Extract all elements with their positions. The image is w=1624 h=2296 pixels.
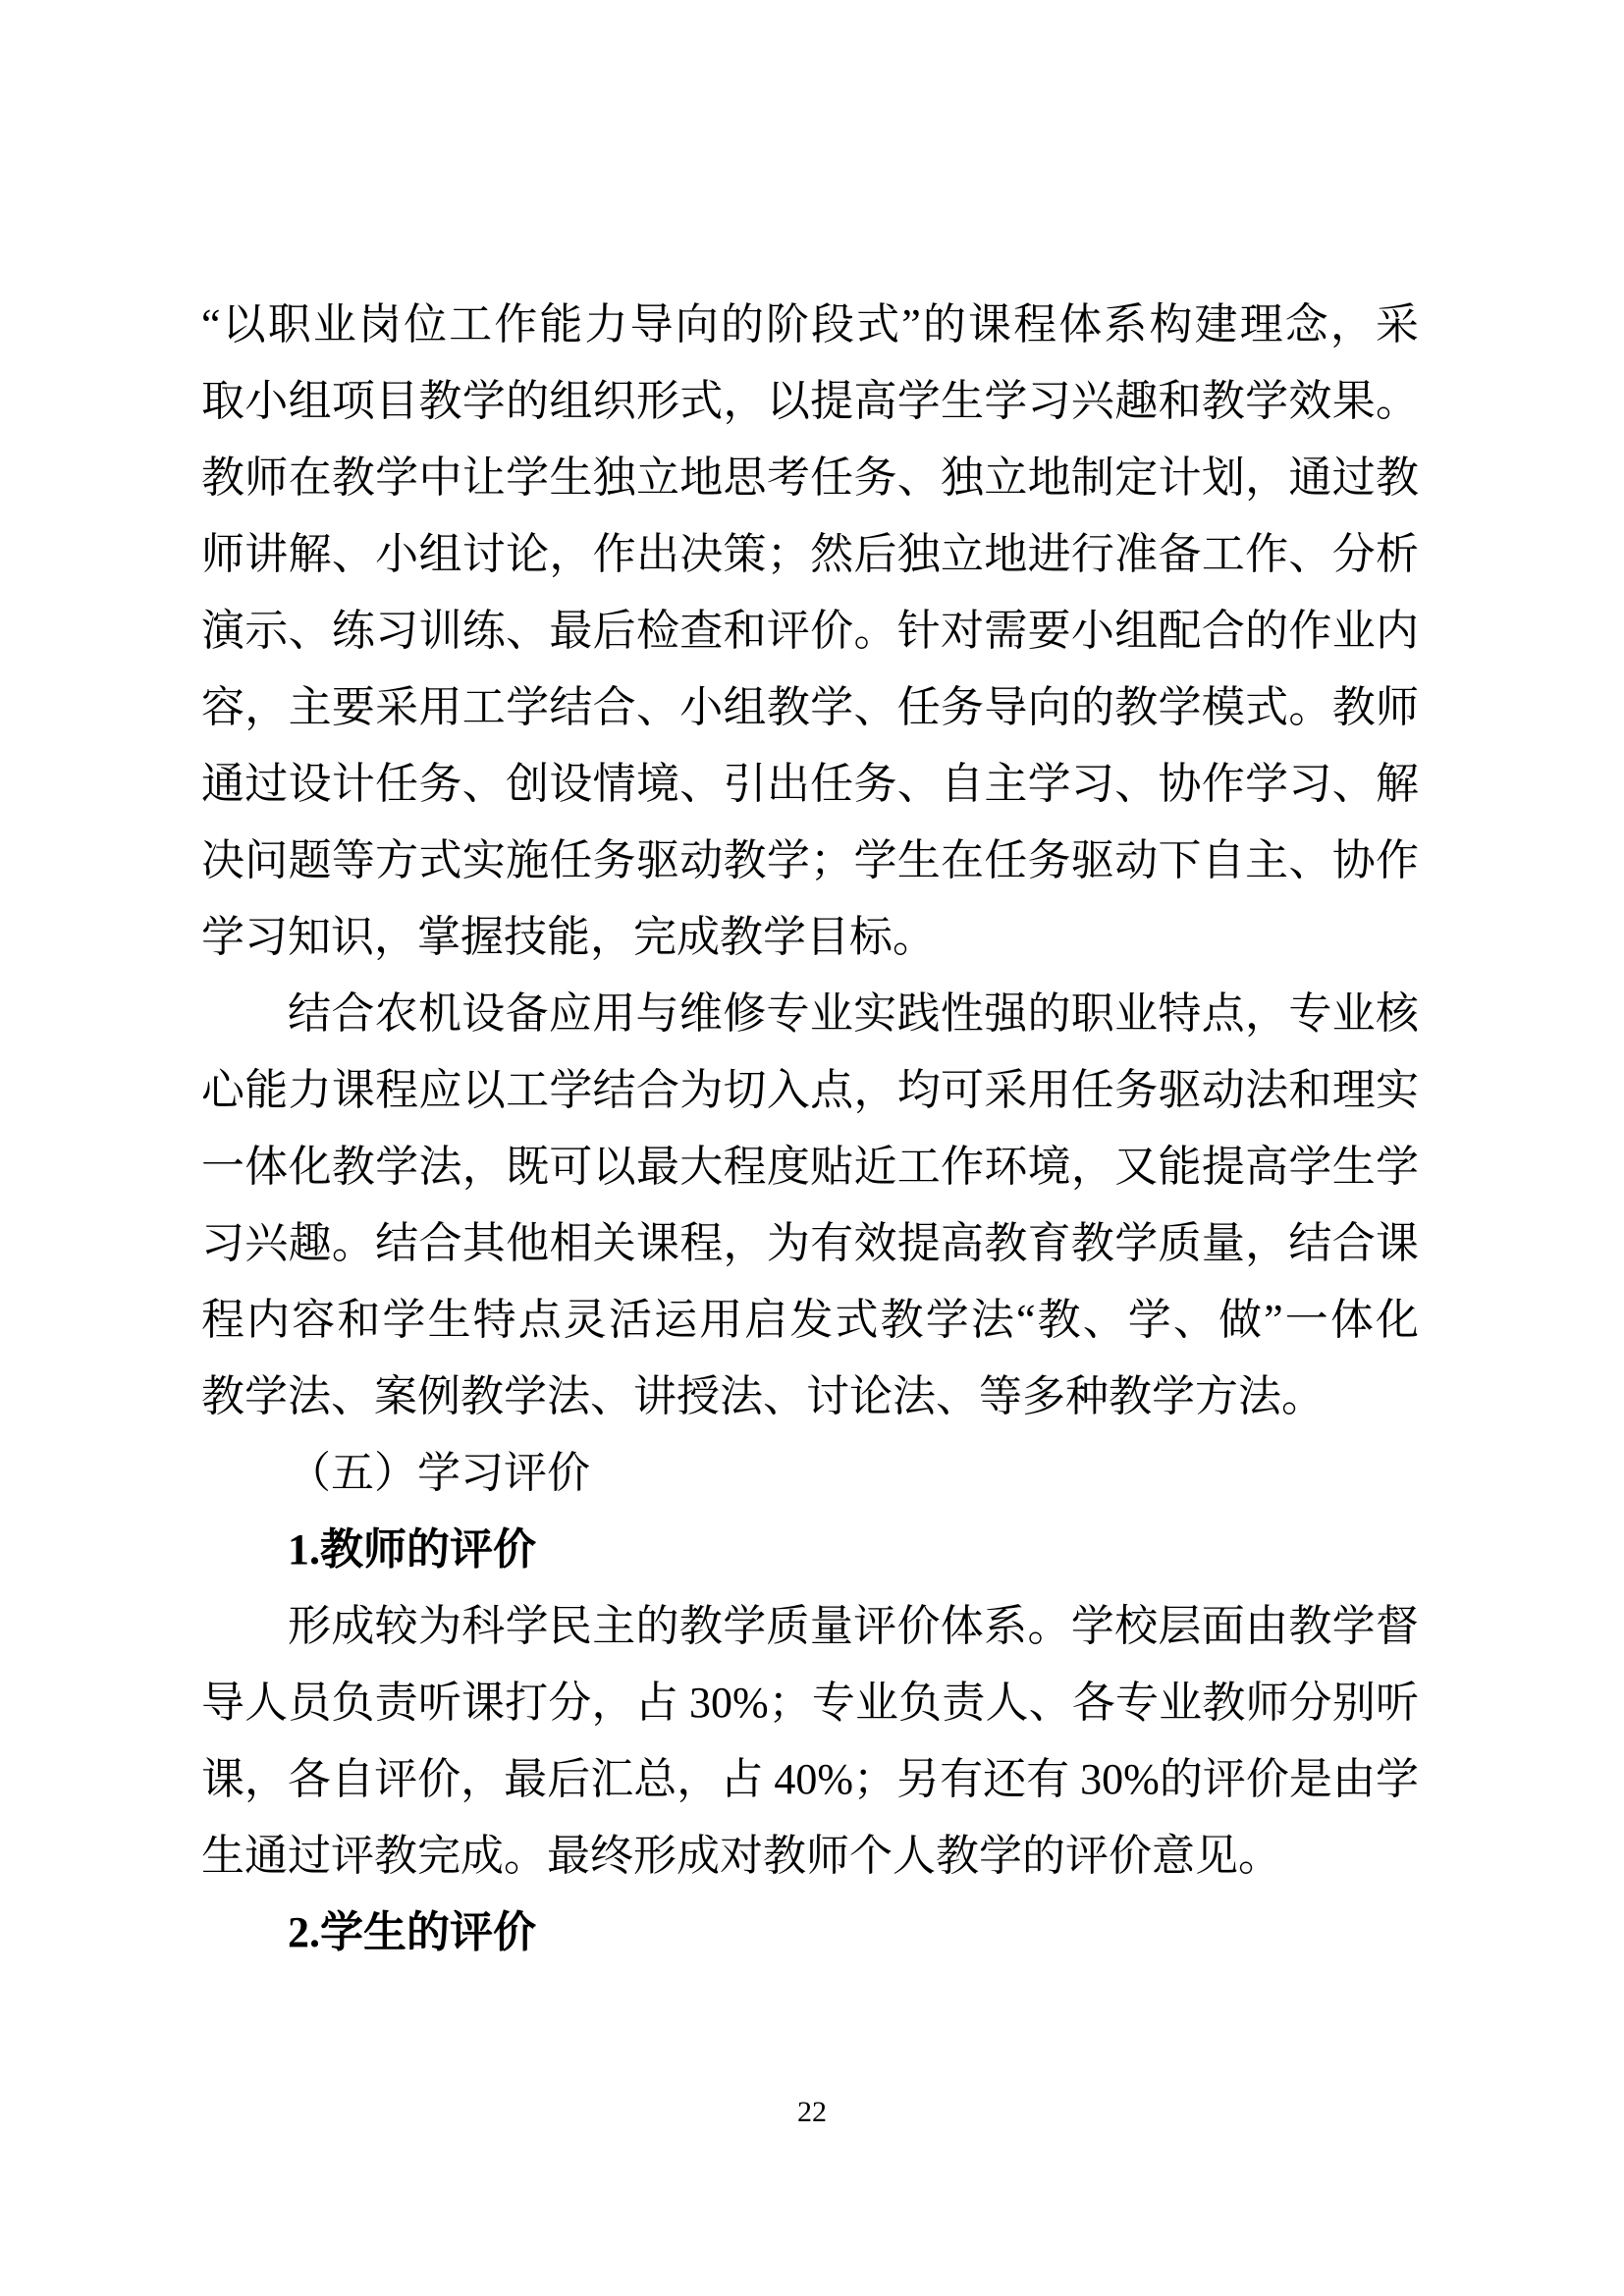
text-line: 课，各自评价，最后汇总，占 40%；另有还有 30%的评价是由学	[201, 1755, 1419, 1803]
text-line: 教学法、案例教学法、讲授法、讨论法、等多种教学方法。	[201, 1372, 1325, 1420]
text-line: 决问题等方式实施任务驱动教学；学生在任务驱动下自主、协作	[201, 836, 1419, 884]
document-body	[201, 287, 1419, 1971]
text-line: 形成较为科学民主的教学质量评价体系。学校层面由教学督	[288, 1602, 1419, 1650]
text-line: 教师在教学中让学生独立地思考任务、独立地制定计划，通过教	[201, 454, 1419, 502]
text-line: 心能力课程应以工学结合为切入点，均可采用任务驱动法和理实	[201, 1066, 1419, 1114]
text-line: 学习知识，掌握技能，完成教学目标。	[201, 913, 936, 961]
heading-teacher-evaluation: 1.教师的评价	[288, 1525, 536, 1574]
text-line: 师讲解、小组讨论，作出决策；然后独立地进行准备工作、分析	[201, 530, 1419, 578]
text-line: 程内容和学生特点灵活运用启发式教学法“教、学、做”一体化	[201, 1296, 1419, 1344]
text-line: “以职业岗位工作能力导向的阶段式”的课程体系构建理念，采	[201, 300, 1419, 348]
text-line: 取小组项目教学的组织形式，以提高学生学习兴趣和教学效果。	[201, 377, 1419, 425]
text-line: 结合农机设备应用与维修专业实践性强的职业特点，专业核	[288, 989, 1419, 1038]
text-line: 生通过评教完成。最终形成对教师个人教学的评价意见。	[201, 1832, 1281, 1880]
text-line: 演示、练习训练、最后检查和评价。针对需要小组配合的作业内	[201, 607, 1419, 655]
page-number: 22	[797, 2096, 827, 2128]
text-line: 一体化教学法，既可以最大程度贴近工作环境，又能提高学生学	[201, 1143, 1419, 1191]
text-line: 习兴趣。结合其他相关课程，为有效提高教育教学质量，结合课	[201, 1219, 1419, 1267]
heading-learning-evaluation: （五）学习评价	[288, 1449, 590, 1497]
text-line: 容，主要采用工学结合、小组教学、任务导向的教学模式。教师	[201, 683, 1419, 731]
text-line: 通过设计任务、创设情境、引出任务、自主学习、协作学习、解	[201, 760, 1419, 808]
text-line: 导人员负责听课打分，占 30%；专业负责人、各专业教师分别听	[201, 1679, 1419, 1727]
heading-student-evaluation: 2.学生的评价	[288, 1908, 536, 1956]
